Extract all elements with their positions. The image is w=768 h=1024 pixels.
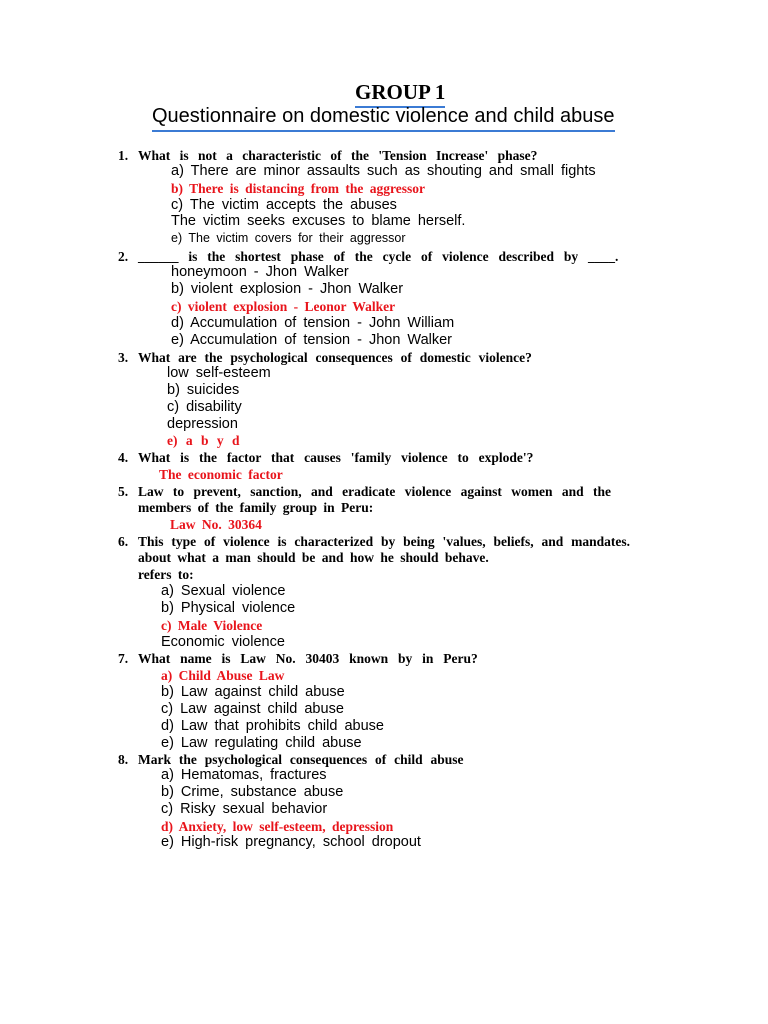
- option-a-answer: a) Child Abuse Law: [161, 668, 285, 683]
- option-e: e) Law regulating child abuse: [161, 735, 362, 751]
- question-text-line-3: refers to:: [138, 567, 194, 582]
- option-c: c) The victim accepts the abuses: [171, 197, 397, 213]
- option-c: c) Law against child abuse: [161, 701, 344, 717]
- option-a: honeymoon - Jhon Walker: [171, 264, 349, 280]
- page-title: GROUP 1: [355, 80, 445, 108]
- option-a: a) There are minor assaults such as shouting and small fights: [171, 163, 596, 179]
- page-subtitle: Questionnaire on domestic violence and child abuse: [152, 105, 615, 132]
- question-text-line-1: This type of violence is characterized by being 'values, beliefs, and mandates.: [138, 534, 630, 549]
- question-text: ______ is the shortest phase of the cycle of violence described by ____.: [138, 249, 619, 264]
- question-number: 7.: [118, 651, 129, 666]
- question-text-line-2: about what a man should be and how he should behave.: [138, 550, 489, 565]
- question-text: Mark the psychological consequences of child abuse: [138, 752, 464, 767]
- option-d: depression: [167, 416, 238, 432]
- option-a: low self-esteem: [167, 365, 271, 381]
- question-number: 2.: [118, 249, 129, 264]
- option-e: e) The victim covers for their aggressor: [171, 231, 406, 245]
- option-d: d) Law that prohibits child abuse: [161, 718, 384, 734]
- question-text: What name is Law No. 30403 known by in Peru?: [138, 651, 478, 666]
- question-text-line-2: members of the family group in Peru:: [138, 500, 374, 515]
- option-c-answer: c) Male Violence: [161, 618, 263, 633]
- question-number: 6.: [118, 534, 129, 549]
- option-b: b) Physical violence: [161, 600, 296, 616]
- question-number: 1.: [118, 148, 129, 163]
- option-e: e) High-risk pregnancy, school dropout: [161, 834, 421, 850]
- option-d: d) Accumulation of tension - John William: [171, 315, 455, 331]
- option-b: b) Crime, substance abuse: [161, 784, 344, 800]
- option-b-answer: b) There is distancing from the aggressor: [171, 181, 425, 196]
- question-number: 3.: [118, 350, 129, 365]
- option-e-answer: e) a b y d: [167, 433, 240, 448]
- question-text: What are the psychological consequences of domestic violence?: [138, 350, 532, 365]
- option-a: a) Sexual violence: [161, 583, 286, 599]
- question-text-line-1: Law to prevent, sanction, and eradicate violence against women and the: [138, 484, 611, 499]
- answer: The economic factor: [159, 467, 283, 482]
- option-b: b) suicides: [167, 382, 240, 398]
- question-text: What is the factor that causes 'family violence to explode'?: [138, 450, 534, 465]
- option-d: The victim seeks excuses to blame herself.: [171, 213, 466, 229]
- question-number: 5.: [118, 484, 129, 499]
- answer: Law No. 30364: [170, 517, 262, 532]
- option-b: b) Law against child abuse: [161, 684, 345, 700]
- option-d-answer: d) Anxiety, low self-esteem, depression: [161, 819, 394, 834]
- question-number: 4.: [118, 450, 129, 465]
- option-d: Economic violence: [161, 634, 285, 650]
- option-a: a) Hematomas, fractures: [161, 767, 327, 783]
- option-b: b) violent explosion - Jhon Walker: [171, 281, 404, 297]
- option-c-answer: c) violent explosion - Leonor Walker: [171, 299, 396, 314]
- question-text: What is not a characteristic of the 'Tension Increase' phase?: [138, 148, 538, 163]
- option-e: e) Accumulation of tension - Jhon Walker: [171, 332, 453, 348]
- question-number: 8.: [118, 752, 129, 767]
- option-c: c) disability: [167, 399, 242, 415]
- option-c: c) Risky sexual behavior: [161, 801, 328, 817]
